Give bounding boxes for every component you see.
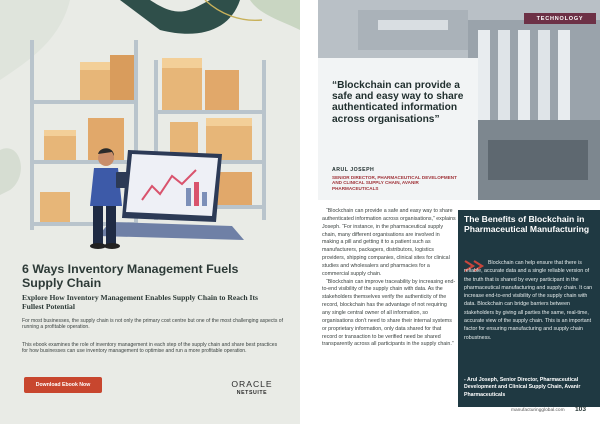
ad-paragraph: This ebook examines the role of inventory management in each step of the supply chain and share best practices for how businesses can use inventory management to optimise and run a more profitable operation. <box>22 342 278 355</box>
ad-paragraph: For most businesses, the supply chain is not only the primary cost centre but one of the most challenging aspects of running a profitable operation. <box>22 318 284 331</box>
quote-role: SENIOR DIRECTOR, PHARMACEUTICAL DEVELOPMENT AND CLINICAL SUPPLY CHAIN, AVANIR PHARMACEUTICALS <box>332 175 457 191</box>
ad-subtitle: Explore How Inventory Management Enables Supply Chain to Reach Its Fullest Potential <box>22 293 258 311</box>
body-paragraph: “Blockchain can provide a safe and easy way to share authenticated information across organisations,” explains Joseph. “For instance, in the pharmaceutical supply chain, many different organisations are involved in making a pill and getting it to a patient such as manufacturers, packagers, distributors, logistics providers, shipping companies, clinical sites for clinical studies and wholesalers and pharmacies for a commercial supply chain. <box>322 208 456 277</box>
inventory-illustration <box>0 0 300 262</box>
article-page <box>318 0 600 424</box>
sidebar-body-text: Blockchain can help ensure that there is reliable, accurate data and a single reliable version of the truth that is shared by every participant in the pharmaceutical manufacturing and supply chain. It can increase end-to-end visibility of the supply chain with data. Blockchain can bridge barriers between stakeholders by giving all parties the same, real-time, accurate view of the supply chain. This is an important factor for ensuring manufacturing and supply chain robustness. <box>464 260 593 341</box>
download-ebook-button[interactable]: Download Ebook Now <box>24 377 102 393</box>
article-body <box>322 208 456 349</box>
footer-website: manufacturingglobal.com <box>511 408 565 413</box>
quote-attribution <box>332 167 462 191</box>
section-tag: TECHNOLOGY <box>524 13 596 24</box>
pull-quote: “Blockchain can provide a safe and easy way to share authenticated information across organisations” <box>332 80 464 125</box>
logo-netsuite-text: NETSUITE <box>236 390 268 396</box>
ad-title: 6 Ways Inventory Management Fuels Supply Chain <box>22 262 239 290</box>
logo-oracle-text: ORACLE <box>231 379 273 389</box>
sidebar-title: The Benefits of Blockchain in Pharmaceutical Manufacturing <box>464 214 590 234</box>
sidebar-body <box>464 259 597 342</box>
page-number: 103 <box>575 406 587 413</box>
body-paragraph: “Blockchain can improve traceability by increasing end-to-end visibility of the supply chain with data. As the stakeholders themselves verify the authenticity of the record, blockchain has the advantage of not requiring any single central owner of all information, so organisations don’t need to share their internal systems or proprietary information, only data shared for that record or transaction to be verified need be shared transparently across all participants in the supply chain.” <box>322 278 456 348</box>
hero-image <box>318 0 600 200</box>
benefits-sidebar <box>458 210 600 407</box>
quote-name: ARUL JOSEPH <box>332 167 375 173</box>
sidebar-attribution: - Arul Joseph, Senior Director, Pharmaceutical Development and Clinical Supply Chain, Avanir Pharmaceuticals <box>464 377 581 398</box>
oracle-netsuite-logo <box>226 379 278 396</box>
